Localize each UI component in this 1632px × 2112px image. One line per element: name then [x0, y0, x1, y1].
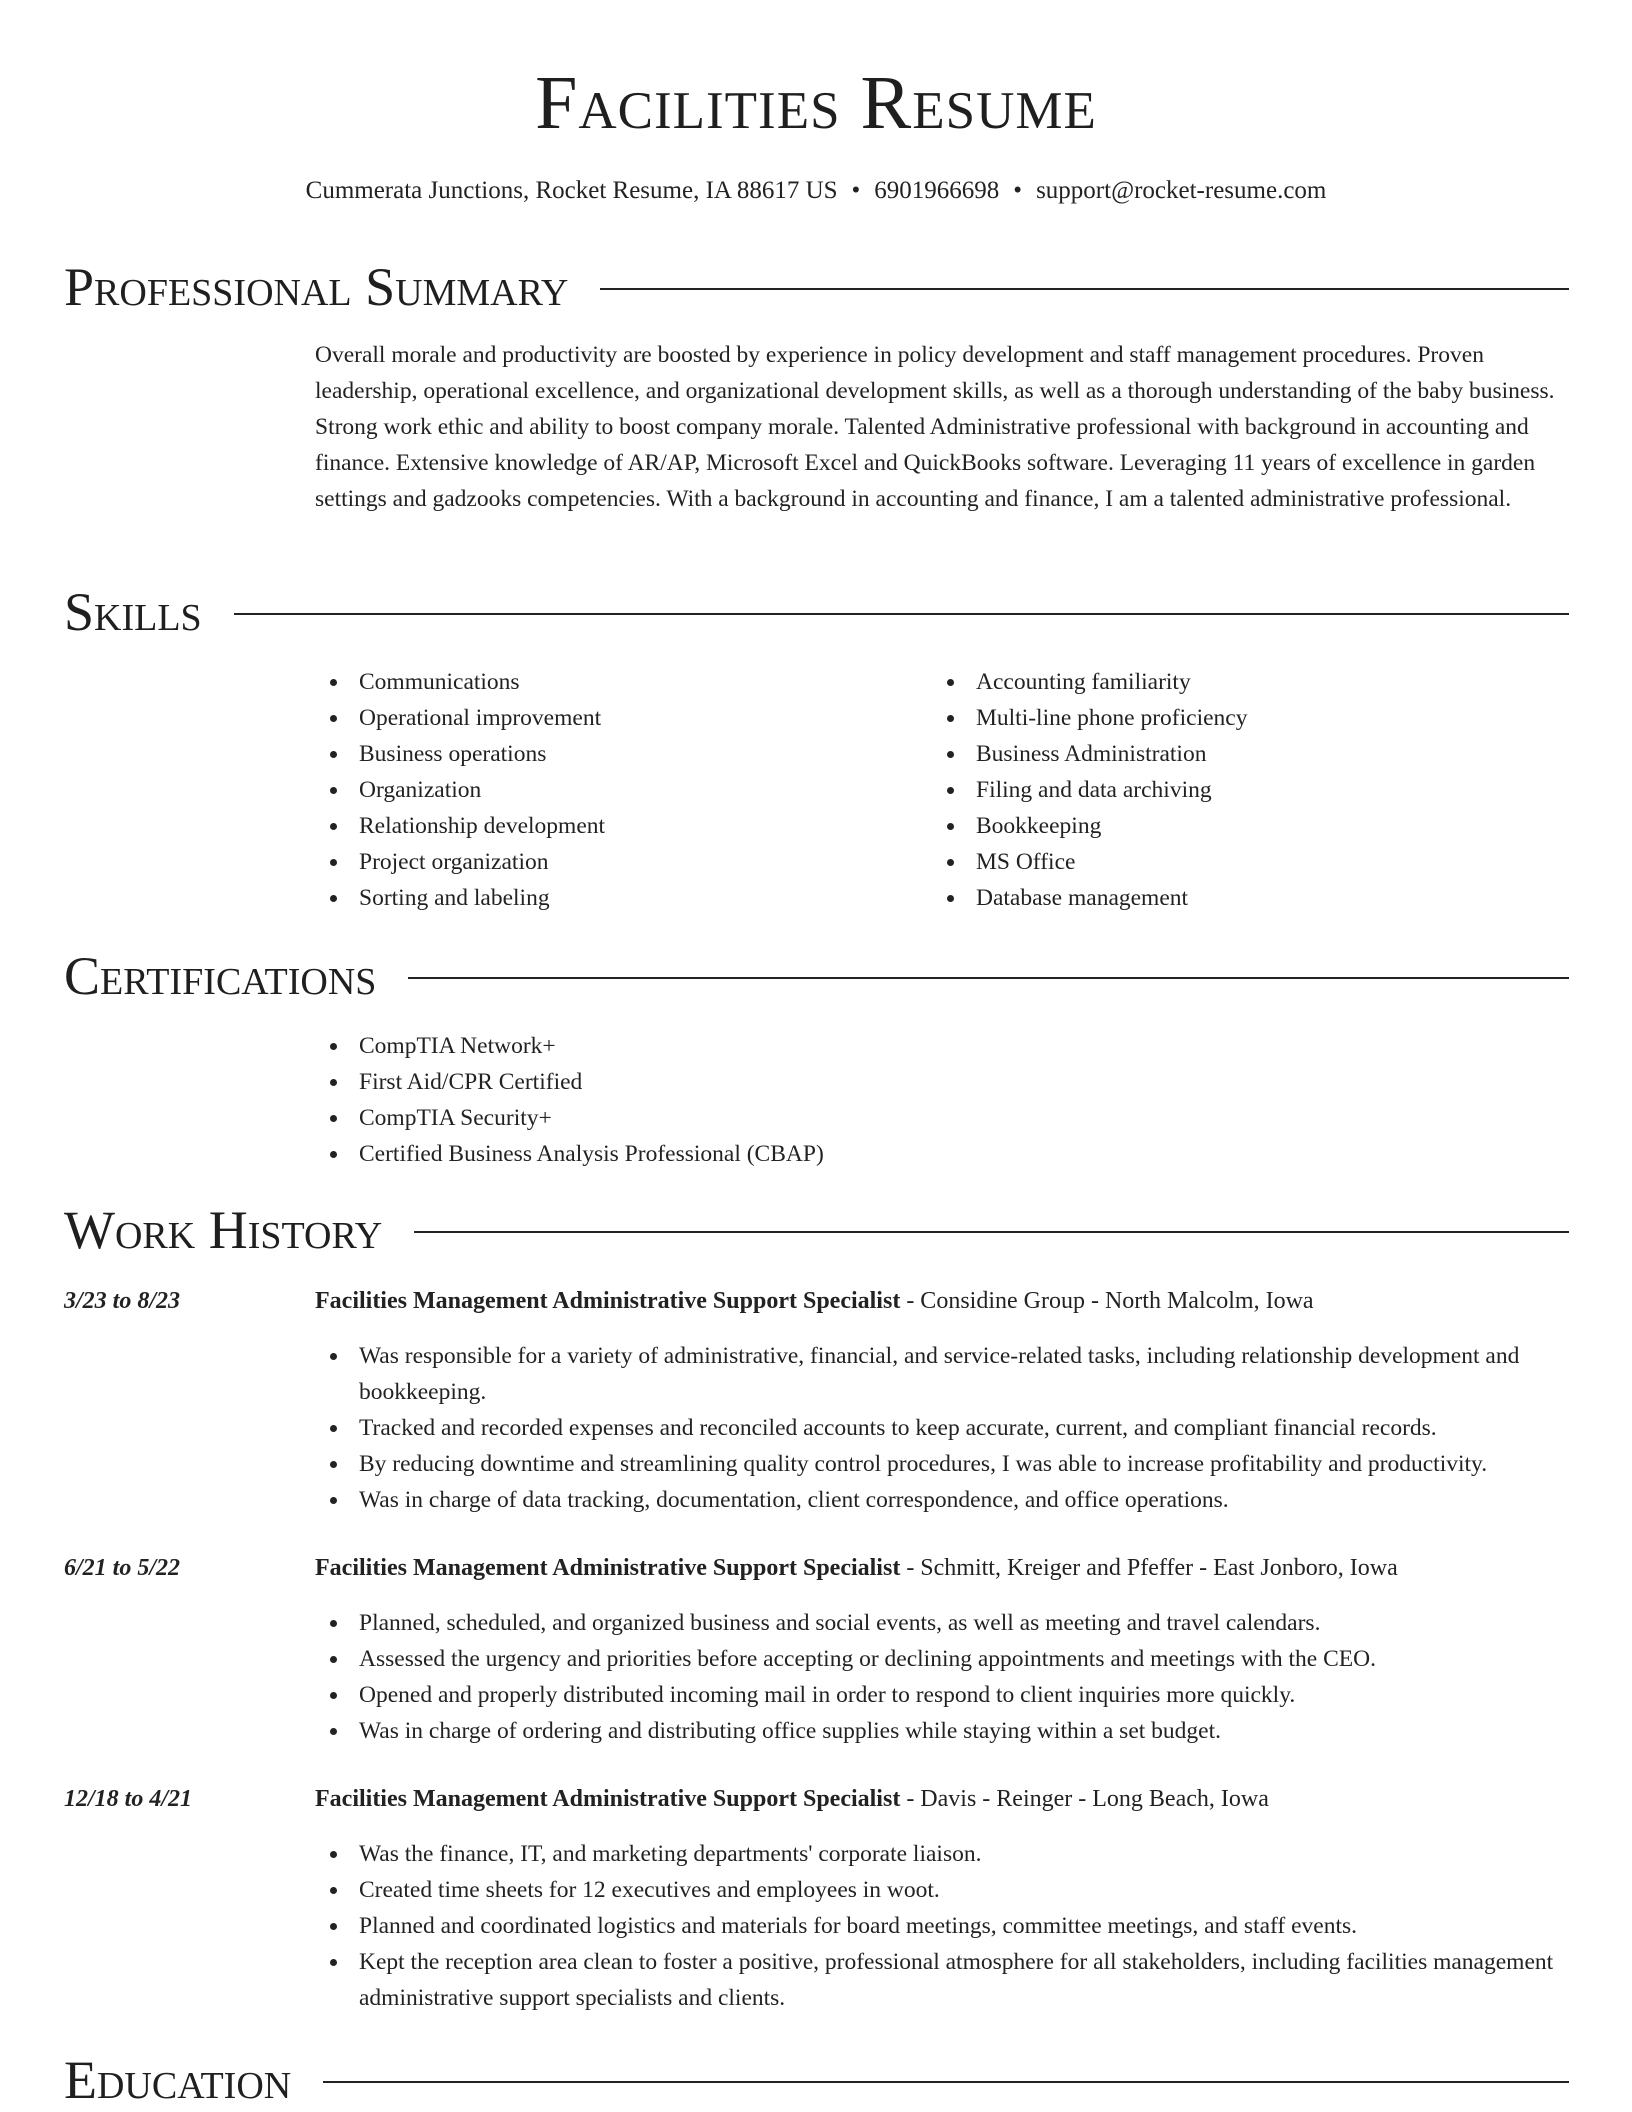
skill-item: Business Administration — [932, 736, 1532, 772]
skill-item: MS Office — [932, 844, 1532, 880]
section-divider — [414, 1231, 1569, 1233]
job-company: - Davis - Reinger - Long Beach, Iowa — [900, 1786, 1269, 1812]
skill-item: Communications — [315, 664, 915, 700]
job-duty: Was responsible for a variety of administrative, financial, and service-related tasks, including relationship development and bookkeeping. — [315, 1338, 1575, 1410]
education-section-header — [64, 2048, 1569, 2112]
skill-item: Bookkeeping — [932, 808, 1532, 844]
job-company: - Considine Group - North Malcolm, Iowa — [900, 1288, 1314, 1314]
contact-phone: 6901966698 — [874, 177, 1000, 204]
certification-item: CompTIA Network+ — [315, 1028, 1515, 1064]
job-dates: 12/18 to 4/21 — [64, 1786, 193, 1812]
job-duty: Assessed the urgency and priorities before accepting or declining appointments and meetings with the CEO. — [315, 1641, 1575, 1677]
work-section-title: Work History — [64, 1200, 383, 1260]
summary-section-title: Professional Summary — [64, 257, 569, 317]
job-duty: Opened and properly distributed incoming mail in order to respond to client inquiries more quickly. — [315, 1677, 1575, 1713]
skills-section-title: Skills — [64, 582, 202, 642]
skill-item: Organization — [315, 772, 915, 808]
skill-item: Operational improvement — [315, 700, 915, 736]
resume-name: Facilities Resume — [535, 61, 1097, 145]
job-duty: Was the finance, IT, and marketing departments' corporate liaison. — [315, 1836, 1575, 1872]
job-company: - Schmitt, Kreiger and Pfeffer - East Jonboro, Iowa — [900, 1555, 1398, 1581]
section-divider — [600, 288, 1569, 290]
summary-section-header — [64, 255, 1569, 319]
job-title: Facilities Management Administrative Support Specialist — [315, 1555, 901, 1581]
certifications-section-header — [64, 944, 1569, 1008]
skill-item: Filing and data archiving — [932, 772, 1532, 808]
certifications-section-title: Certifications — [64, 946, 377, 1006]
skill-item: Database management — [932, 880, 1532, 916]
job-duty: Was in charge of ordering and distributing office supplies while staying within a set budget. — [315, 1713, 1575, 1749]
contact-separator: • — [851, 177, 861, 204]
certification-item: Certified Business Analysis Professional (CBAP) — [315, 1136, 1515, 1172]
contact-line — [0, 175, 1632, 207]
contact-address: Cummerata Junctions, Rocket Resume, IA 88617 US — [305, 177, 838, 204]
job-duty: Planned and coordinated logistics and materials for board meetings, committee meetings, and staff events. — [315, 1908, 1575, 1944]
job-duties — [315, 1338, 1575, 1518]
summary-text: Overall morale and productivity are boosted by experience in policy development and staff management procedures. Proven leadership, operational excellence, and organizational development skills, as well as a thorough understanding of the baby business. Strong work ethic and ability to boost company morale. Talented Administrative professional with background in accounting and finance. Extensive knowledge of AR/AP, Microsoft Excel and QuickBooks software. Leveraging 11 years of excellence in garden settings and gadzooks competencies. With a background in accounting and finance, I am a talented administrative professional. — [315, 342, 1555, 512]
job-title: Facilities Management Administrative Support Specialist — [315, 1786, 901, 1812]
skills-section-header — [64, 580, 1569, 644]
skill-item: Sorting and labeling — [315, 880, 915, 916]
skill-item: Project organization — [315, 844, 915, 880]
section-divider — [234, 613, 1569, 615]
section-divider — [323, 2081, 1569, 2083]
job-heading — [315, 1550, 1575, 1586]
skills-list-right — [932, 664, 1532, 916]
skill-item: Accounting familiarity — [932, 664, 1532, 700]
section-divider — [408, 977, 1569, 979]
job-heading — [315, 1781, 1575, 1817]
certifications-list — [315, 1028, 1515, 1172]
job-duty: By reducing downtime and streamlining quality control procedures, I was able to increase profitability and productivity. — [315, 1446, 1575, 1482]
skill-item: Relationship development — [315, 808, 915, 844]
skill-item: Multi-line phone proficiency — [932, 700, 1532, 736]
work-section-header — [64, 1198, 1569, 1262]
job-heading — [315, 1283, 1575, 1319]
education-section-title: Education — [64, 2050, 292, 2110]
contact-separator: • — [1013, 177, 1023, 204]
contact-email: support@rocket-resume.com — [1036, 177, 1327, 204]
job-dates: 6/21 to 5/22 — [64, 1555, 181, 1581]
job-duties — [315, 1836, 1575, 2016]
certification-item: First Aid/CPR Certified — [315, 1064, 1515, 1100]
job-duty: Was in charge of data tracking, documentation, client correspondence, and office operations. — [315, 1482, 1575, 1518]
job-dates: 3/23 to 8/23 — [64, 1288, 181, 1314]
skill-item: Business operations — [315, 736, 915, 772]
job-duty: Kept the reception area clean to foster a positive, professional atmosphere for all stakeholders, including facilities management administrative support specialists and clients. — [315, 1944, 1575, 2016]
job-duties — [315, 1605, 1575, 1749]
job-title: Facilities Management Administrative Support Specialist — [315, 1288, 901, 1314]
job-duty: Planned, scheduled, and organized business and social events, as well as meeting and travel calendars. — [315, 1605, 1575, 1641]
job-duty: Tracked and recorded expenses and reconciled accounts to keep accurate, current, and compliant financial records. — [315, 1410, 1575, 1446]
skills-list-left — [315, 664, 915, 916]
job-duty: Created time sheets for 12 executives and employees in woot. — [315, 1872, 1575, 1908]
certification-item: CompTIA Security+ — [315, 1100, 1515, 1136]
